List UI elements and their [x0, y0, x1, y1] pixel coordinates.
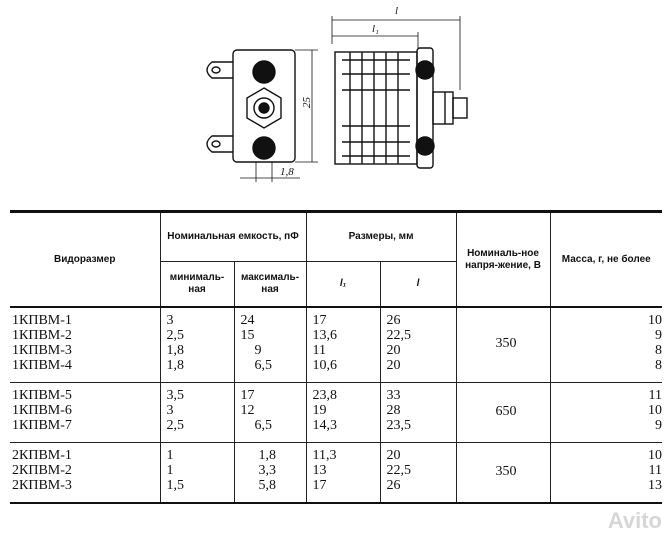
cap-min-cell [160, 443, 234, 504]
header-cap-max: максималь-ная [234, 262, 306, 308]
voltage-cell: 650 [456, 383, 550, 443]
cap-max-value: 6,5 [254, 358, 272, 373]
l-value: 22,5 [386, 328, 412, 343]
l1-cell [306, 443, 380, 504]
mass-value: 11 [648, 463, 663, 478]
l1-value: 23,8 [312, 388, 338, 403]
l-value: 26 [386, 478, 401, 493]
dim-l-label: l [395, 5, 399, 17]
mass-value: 10 [648, 313, 663, 328]
drawing-svg [0, 0, 670, 200]
header-dim-l1: l₁ [306, 262, 380, 308]
table-row-group-1 [10, 307, 662, 383]
capacitor-drawing [0, 0, 670, 200]
l-cell [380, 307, 456, 383]
cap-min-value: 1 [166, 448, 174, 463]
l-cell [380, 383, 456, 443]
header-capacity: Номинальная емкость, пФ [160, 212, 306, 262]
l-value: 20 [386, 343, 401, 358]
cap-max-value: 5,8 [258, 478, 276, 493]
mass-value: 10 [648, 448, 663, 463]
mass-cell [550, 307, 662, 383]
mass-value: 10 [648, 403, 663, 418]
cap-min-value: 1,8 [166, 343, 184, 358]
shaft [453, 98, 467, 118]
voltage-cell: 350 [456, 443, 550, 504]
cap-max-cell [234, 307, 306, 383]
mass-value: 9 [655, 328, 663, 343]
mass-cell [550, 443, 662, 504]
l1-cell [306, 383, 380, 443]
l-value: 26 [386, 313, 401, 328]
header-dim-l: l [380, 262, 456, 308]
cap-min-cell [160, 307, 234, 383]
l-value: 20 [386, 448, 401, 463]
l1-value: 10,6 [312, 358, 338, 373]
size-value: 1КПВМ-1 [12, 313, 72, 328]
size-value: 2КПВМ-1 [12, 448, 72, 463]
l-value: 20 [386, 358, 401, 373]
cap-max-value: 6,5 [254, 418, 272, 433]
size-value: 1КПВМ-4 [12, 358, 72, 373]
voltage-cell: 350 [456, 307, 550, 383]
l-value: 28 [386, 403, 401, 418]
cap-max-value: 15 [240, 328, 255, 343]
dim-l1-label: l₁ [372, 23, 379, 35]
cap-min-value: 2,5 [166, 328, 184, 343]
l1-value: 13 [312, 463, 327, 478]
l-cell [380, 443, 456, 504]
cap-min-value: 1,5 [166, 478, 184, 493]
header-size: Видоразмер [10, 212, 160, 308]
cap-max-value: 24 [240, 313, 255, 328]
cap-max-value: 17 [240, 388, 255, 403]
cap-max-cell [234, 443, 306, 504]
dim-18-label: 1,8 [280, 166, 294, 178]
l1-value: 17 [312, 313, 327, 328]
side-view [332, 16, 467, 168]
mass-value: 13 [648, 478, 663, 493]
plate-stack-outline [335, 52, 417, 164]
l1-value: 19 [312, 403, 327, 418]
cap-min-value: 1,8 [166, 358, 184, 373]
cap-min-value: 2,5 [166, 418, 184, 433]
size-value: 1КПВМ-2 [12, 328, 72, 343]
l1-value: 13,6 [312, 328, 338, 343]
cap-min-value: 3,5 [166, 388, 184, 403]
size-value: 1КПВМ-5 [12, 388, 72, 403]
cap-max-cell [234, 383, 306, 443]
header-mass: Масса, г, не более [550, 212, 662, 308]
l1-value: 14,3 [312, 418, 338, 433]
l1-value: 17 [312, 478, 327, 493]
l-value: 23,5 [386, 418, 412, 433]
watermark-logo: Avito [607, 508, 662, 533]
header-dimensions: Размеры, мм [306, 212, 456, 262]
size-value: 1КПВМ-6 [12, 403, 72, 418]
l1-value: 11 [312, 343, 326, 358]
table-row-group-3 [10, 443, 662, 504]
size-value: 2КПВМ-3 [12, 478, 72, 493]
mass-cell [550, 383, 662, 443]
front-view [207, 50, 318, 182]
table-row-group-2 [10, 383, 662, 443]
cap-max-value: 9 [254, 343, 262, 358]
size-cell [10, 443, 160, 504]
size-cell [10, 307, 160, 383]
rivet-top [253, 61, 275, 83]
cap-min-value: 1 [166, 463, 174, 478]
cap-min-cell [160, 383, 234, 443]
size-value: 1КПВМ-3 [12, 343, 72, 358]
size-cell [10, 383, 160, 443]
l1-cell [306, 307, 380, 383]
rivet-bottom [253, 137, 275, 159]
size-value: 2КПВМ-2 [12, 463, 72, 478]
header-voltage: Номиналь-ное напря-жение, В [456, 212, 550, 308]
shaft-housing [433, 92, 453, 124]
cap-min-value: 3 [166, 403, 174, 418]
cap-min-value: 3 [166, 313, 174, 328]
l-value: 22,5 [386, 463, 412, 478]
mass-value: 8 [655, 343, 663, 358]
cap-max-value: 12 [240, 403, 255, 418]
cap-max-value: 3,3 [258, 463, 276, 478]
dim-25-label: 25 [301, 97, 313, 108]
header-cap-min: минималь-ная [160, 262, 234, 308]
mass-value: 9 [655, 418, 663, 433]
mass-value: 8 [655, 358, 663, 373]
header-row-1 [10, 212, 662, 262]
size-value: 1КПВМ-7 [12, 418, 72, 433]
cap-max-value: 1,8 [258, 448, 276, 463]
l1-value: 11,3 [312, 448, 337, 463]
spec-table [10, 210, 662, 504]
l-value: 33 [386, 388, 401, 403]
mass-value: 11 [648, 388, 663, 403]
